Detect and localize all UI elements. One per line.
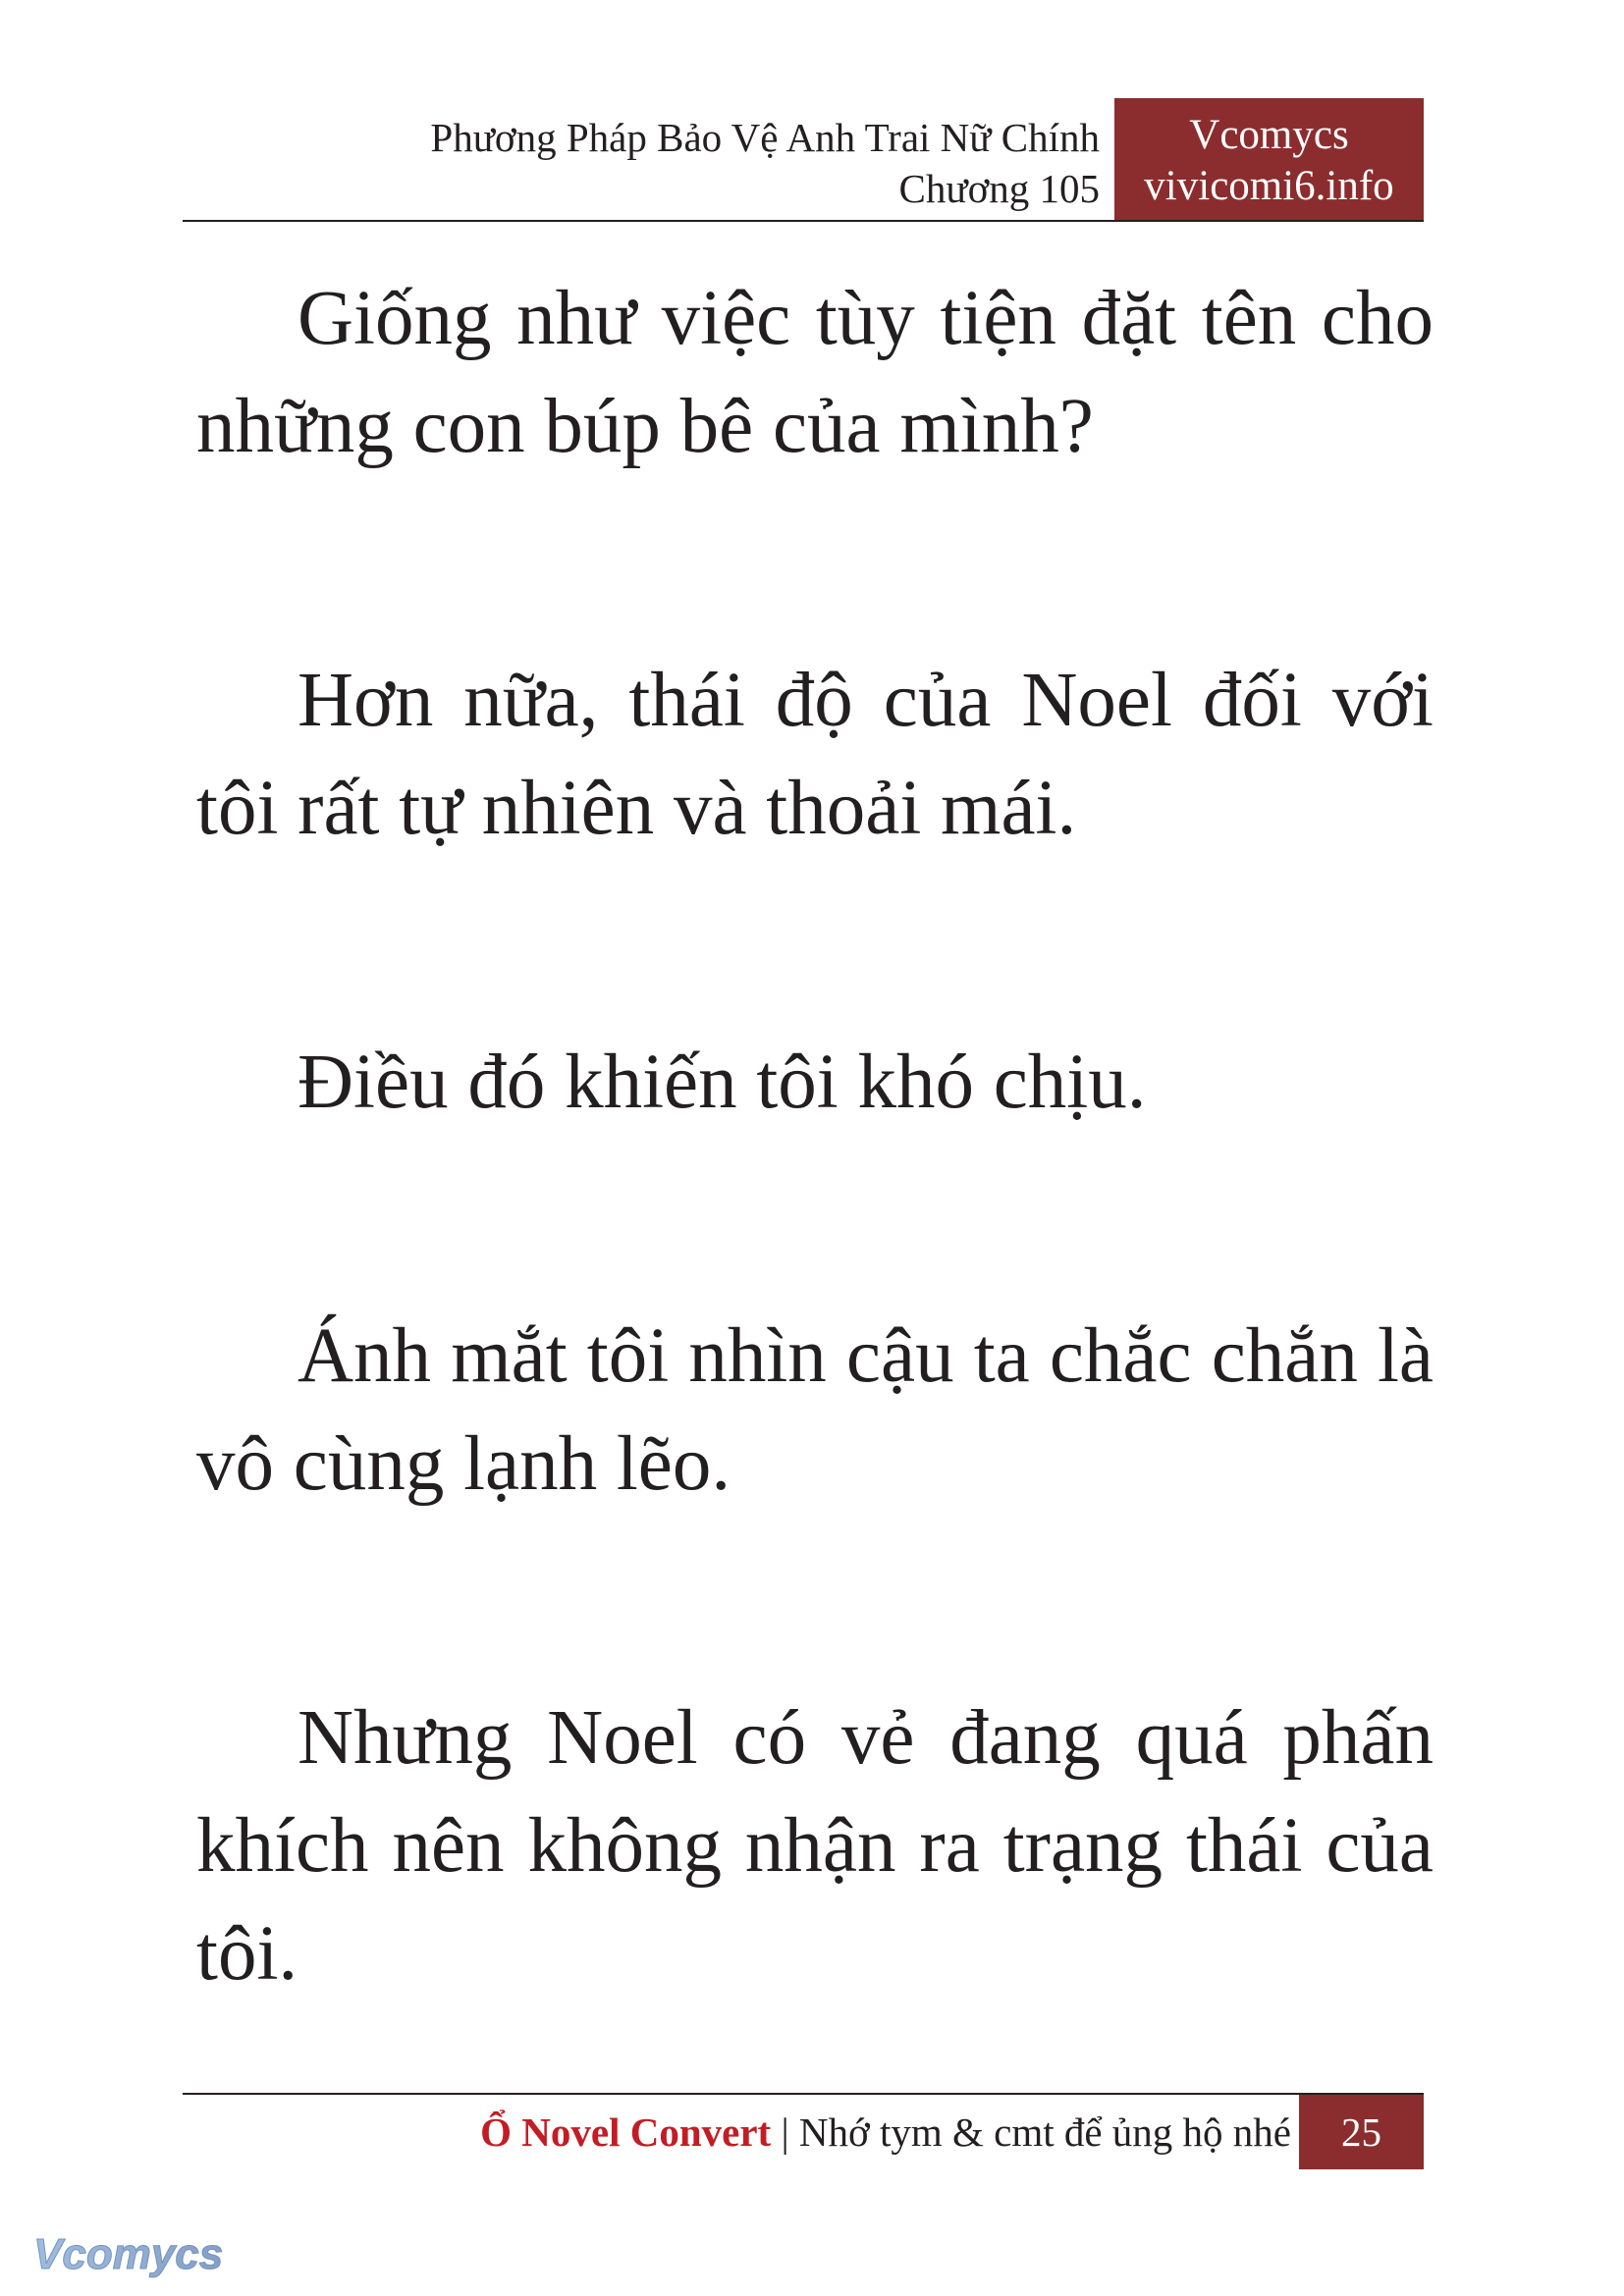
footer-separator: | [781,2109,789,2155]
site-badge [1114,98,1424,220]
footer-text [480,2107,1291,2158]
footer-brand: Ổ Novel Convert [480,2109,772,2155]
page-header [183,98,1424,222]
footer-message: Nhớ tym & cmt để ủng hộ nhé [798,2109,1291,2155]
site-url: vivicomi6.info [1144,163,1394,209]
paragraph: Điều đó khiến tôi khó chịu. [298,1040,1147,1125]
chapter-label: Chương 105 [898,166,1100,211]
chapter-body [196,265,1434,2008]
page-footer [183,2093,1424,2171]
paragraph: Nhưng Noel có vẻ đang quá phấn khích nên không nhận ra trạng thái của tôi. [196,1695,1434,1997]
page-number: 25 [1299,2095,1424,2169]
site-name: Vcomycs [1189,112,1349,158]
header-titles [430,112,1100,214]
paragraph: Hơn nữa, thái độ của Noel đối với tôi rất tự nhiên và thoải mái. [196,658,1434,851]
paragraph: Ánh mắt tôi nhìn cậu ta chắc chắn là vô cùng lạnh lẽo. [196,1313,1434,1507]
book-title: Phương Pháp Bảo Vệ Anh Trai Nữ Chính [430,115,1100,160]
paragraph: Giống như việc tùy tiện đặt tên cho những con búp bê của mình? [196,276,1434,469]
watermark-logo [29,2223,245,2282]
svg-text:Vcomycs: Vcomycs [33,2230,224,2278]
